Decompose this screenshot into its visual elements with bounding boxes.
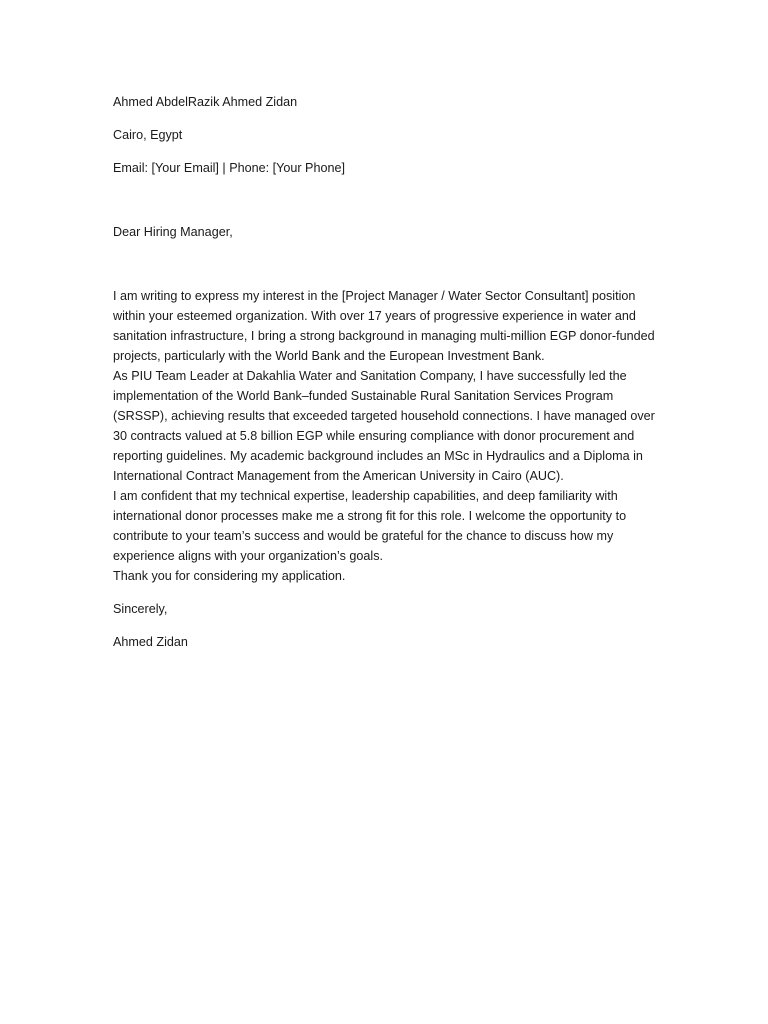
- closing-thanks: Thank you for considering my application.: [113, 569, 346, 583]
- sender-location: Cairo, Egypt: [113, 128, 183, 142]
- signature-name: Ahmed Zidan: [113, 635, 188, 649]
- salutation: Dear Hiring Manager,: [113, 225, 233, 239]
- body-paragraph-2: As PIU Team Leader at Dakahlia Water and Sanitation Company, I have successfully led the implementation of the World Bank–funded Sustainable Rural Sanitation Services Program (SRSSP), achieving results that exceeded targeted household connections. I have managed over 30 contracts valued at 5.8 billion EGP while ensuring compliance with donor procurement and reporting guidelines. My academic background includes an MSc in Hydraulics and a Diploma in International Contract Management from the American University in Cairo (AUC).: [113, 369, 655, 483]
- sender-name: Ahmed AbdelRazik Ahmed Zidan: [113, 95, 298, 109]
- body-paragraph-1: I am writing to express my interest in the [Project Manager / Water Sector Consultant] position within your esteemed organization. With over 17 years of progressive experience in water and sanitation infrastructure, I bring a strong background in managing multi-million EGP donor-funded projects, particularly with the World Bank and the European Investment Bank.: [113, 289, 655, 363]
- sender-contact: Email: [Your Email] | Phone: [Your Phone]: [113, 161, 345, 175]
- body-paragraph-3: I am confident that my technical expertise, leadership capabilities, and deep familiarity with international donor processes make me a strong fit for this role. I welcome the opportunity to contribute to your team’s success and would be grateful for the chance to discuss how my experience aligns with your organization’s goals.: [113, 489, 627, 563]
- closing-signoff: Sincerely,: [113, 602, 168, 616]
- cover-letter: [113, 92, 658, 652]
